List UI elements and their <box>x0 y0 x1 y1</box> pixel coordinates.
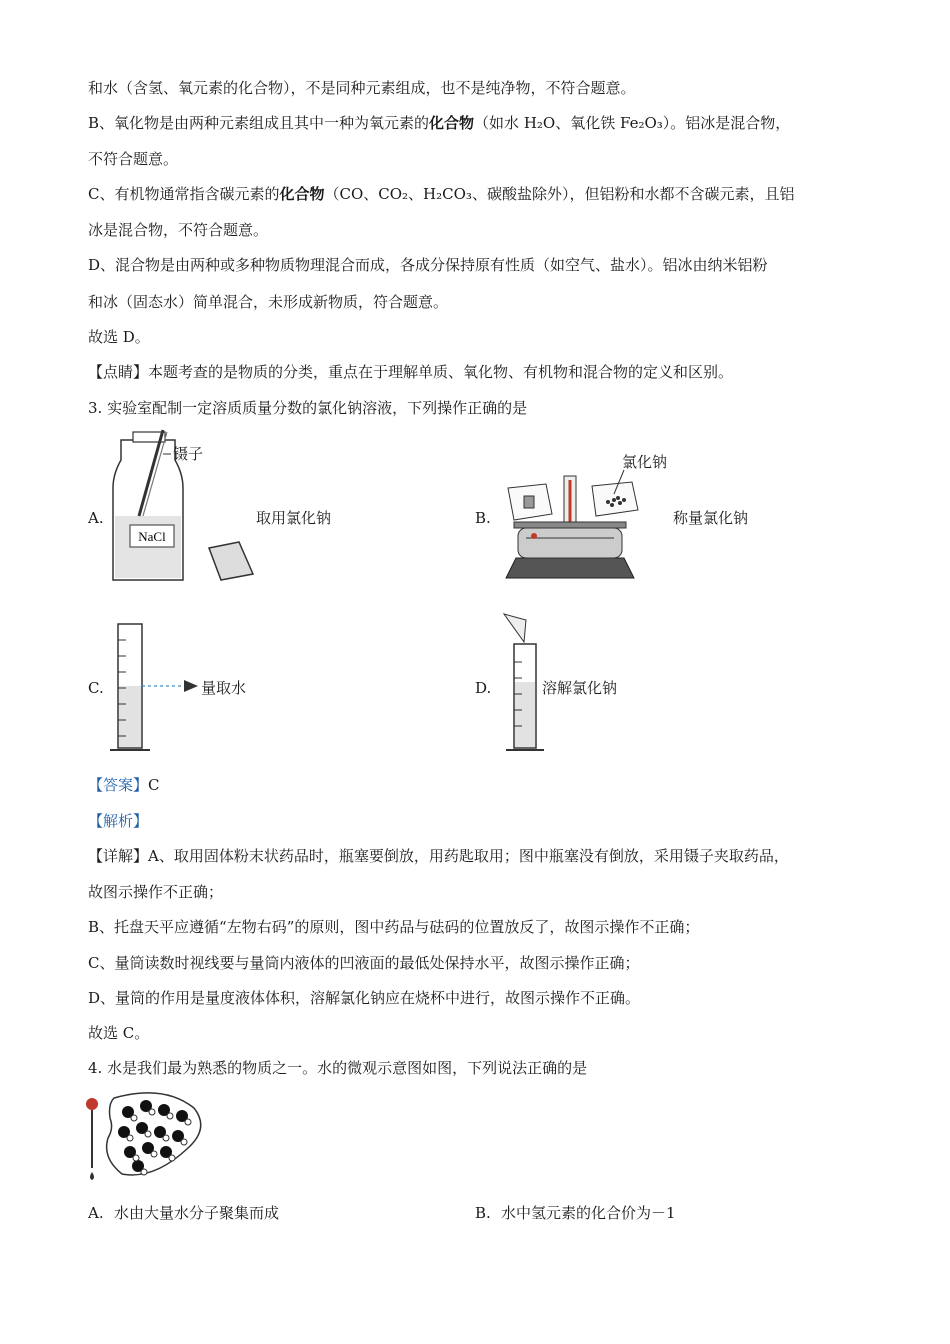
option-c-caption: 量取水 <box>201 679 247 697</box>
text-segment: B、氧化物是由两种元素组成且其中一种为氧元素的 <box>88 114 430 132</box>
detail-label: 【详解】 <box>88 847 149 865</box>
bold-term: 化合物 <box>429 114 475 132</box>
balance-body <box>518 528 622 558</box>
text-line: 冰是混合物，不符合题意。 <box>88 221 269 239</box>
bottle-label-text: NaCl <box>138 529 166 544</box>
text-line: 和水（含氢、氧元素的化合物），不是同种元素组成，也不是纯净物，不符合题意。 <box>88 79 636 97</box>
balance-base <box>506 558 634 578</box>
tip-line: 【点睛】本题考查的是物质的分类，重点在于理解单质、氧化物、有机物和混合物的定义和区别。 <box>88 363 734 381</box>
bold-term: 化合物 <box>279 185 325 203</box>
weight-icon <box>524 496 534 508</box>
text-line <box>88 113 790 133</box>
q4-option-b-letter: B. <box>475 1204 491 1222</box>
text-segment: A、取用固体粉末状药品时，瓶塞要倒放，用药匙取用；图中瓶塞没有倒放，采用镊子夹取药品， <box>148 847 789 865</box>
tweezers-icon <box>139 430 163 516</box>
q4-option-b-text: 水中氢元素的化合价为－1 <box>501 1204 676 1222</box>
cylinder-reading-figure <box>108 620 208 756</box>
text-line: 故图示操作不正确； <box>88 883 224 901</box>
text-line: 故选 D。 <box>88 328 150 346</box>
option-d-caption: 溶解氯化钠 <box>542 679 618 697</box>
tweezers-label: 镊子 <box>173 445 204 463</box>
paper-funnel-icon <box>504 614 526 642</box>
tweezers-arm <box>143 432 167 516</box>
text-line: 和冰（固态水）简单混合，未形成新物质，符合题意。 <box>88 293 449 311</box>
text-line <box>88 184 794 204</box>
q4-option-a-letter: A. <box>88 1204 104 1222</box>
salt-label: 氯化钠 <box>622 453 668 471</box>
water-drop-icon <box>90 1172 94 1180</box>
water-molecule-figure <box>84 1088 214 1184</box>
balance-beam <box>514 522 626 528</box>
analysis-label: 【解析】 <box>88 812 149 830</box>
option-a-letter: A. <box>88 509 104 527</box>
text-segment: （CO、CO₂、H₂CO₃、碳酸盐除外），但铝粉和水都不含碳元素，且铝 <box>324 185 795 203</box>
text-line: B、托盘天平应遵循“左物右码”的原则，图中药品与砝码的位置放反了，故图示操作不正确； <box>88 918 700 936</box>
cylinder-dissolve-figure <box>498 612 548 756</box>
text-line: 故选 C。 <box>88 1024 150 1042</box>
text-line: 不符合题意。 <box>88 150 179 168</box>
detail-line <box>88 846 789 866</box>
option-b-caption: 称量氯化钠 <box>673 509 749 527</box>
answer-line <box>88 775 160 795</box>
liquid <box>515 682 535 747</box>
text-segment: C、有机物通常指含碳元素的 <box>88 185 280 203</box>
answer-label: 【答案】 <box>88 776 149 794</box>
option-b-letter: B. <box>475 509 491 527</box>
text-line: D、量筒的作用是量度液体体积，溶解氯化钠应在烧杯中进行，故图示操作不正确。 <box>88 989 641 1007</box>
question-4-stem: 4. 水是我们最为熟悉的物质之一。水的微观示意图如图，下列说法正确的是 <box>88 1059 588 1077</box>
stopper-icon <box>209 542 253 580</box>
liquid <box>119 686 141 747</box>
q4-option-a-text: 水由大量水分子聚集而成 <box>114 1204 280 1222</box>
dropper-bulb <box>86 1098 98 1110</box>
rider-icon <box>531 533 537 539</box>
answer-value: C <box>148 776 160 794</box>
question-3-stem: 3. 实验室配制一定溶质质量分数的氯化钠溶液，下列操作正确的是 <box>88 399 528 417</box>
text-line: D、混合物是由两种或多种物质物理混合而成，各成分保持原有性质（如空气、盐水）。铝冰由纳米铝粉 <box>88 256 768 274</box>
option-a-caption: 取用氯化钠 <box>256 509 332 527</box>
text-line: C、量筒读数时视线要与量筒内液体的凹液面的最低处保持水平，故图示操作正确； <box>88 954 640 972</box>
eye-icon <box>184 680 198 692</box>
option-c-letter: C. <box>88 679 104 697</box>
option-d-letter: D. <box>475 679 492 697</box>
text-segment: （如水 H₂O、氧化铁 Fe₂O₃）。铝冰是混合物， <box>474 114 791 132</box>
